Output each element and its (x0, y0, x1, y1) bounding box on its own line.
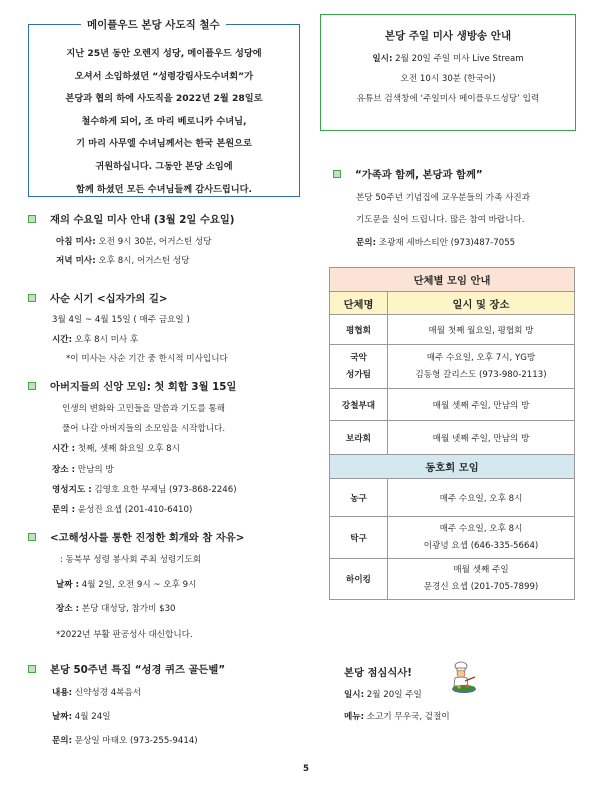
notice-body (37, 43, 291, 201)
notice-line: 귀원하십니다. 그동안 본당 소임에 (95, 160, 233, 172)
ash-wednesday-heading: 재의 수요일 미사 안내 (3월 2일 수요일) (28, 211, 235, 226)
club-info: 매주 수요일, 오후 8시 이광녕 요셉 (646-335-5664) (388, 517, 575, 559)
square-bullet-icon (28, 665, 36, 673)
livestream-title: 본당 주일 미사 생방송 안내 (384, 30, 512, 42)
notice-line: 함께 하셨던 모든 수녀님들께 감사드립니다. (75, 183, 253, 195)
confession-heading: <고해성사를 통한 진정한 회개와 참 자유> (28, 529, 244, 544)
club-name: 농구 (330, 479, 388, 517)
family-desc: 기도문을 실어 드립니다. 많은 참여 바랍니다. (356, 215, 525, 225)
group-info: 매주 수요일, 오후 7시, YG방 김동형 갈리스도 (973-980-2113) (388, 345, 575, 389)
confession-place: 장소 : 본당 대성당, 참가비 $30 (56, 604, 176, 614)
family-contact: 문의: 조광재 세바스티안 (973)487-7055 (356, 238, 516, 248)
quiz-contact: 문의: 문상일 마태오 (973-255-9414) (52, 736, 198, 746)
table-row (330, 559, 575, 600)
group-info: 매월 셋째 주일, 만남의 방 (388, 389, 575, 421)
square-bullet-icon (28, 533, 36, 541)
notice-line: 오셔서 소임하셨던 “성령강림사도수녀회”가 (74, 70, 254, 82)
lunch-title: 본당 점심식사! (344, 667, 412, 679)
club-name: 하이킹 (330, 559, 388, 600)
table-row (330, 479, 575, 517)
ash-morning-mass: 아침 미사: 오전 9시 30분, 어거스틴 성당 (56, 237, 212, 247)
chef-cooking-icon (448, 661, 480, 695)
ash-evening-mass: 저녁 미사: 오후 8시, 어거스틴 성당 (56, 256, 190, 266)
stations-period: 3월 4일 ~ 4월 15일 ( 매주 금요일 ) (52, 315, 190, 325)
group-info: 매월 첫째 월요일, 평협회 방 (388, 315, 575, 345)
notice-box (28, 19, 300, 197)
stations-time: 시간: 오후 8시 미사 후 (52, 335, 139, 345)
fathers-place: 장소 : 만남의 방 (52, 465, 114, 475)
quiz-content: 내용: 신약성경 4복음서 (52, 688, 142, 698)
table-row (330, 517, 575, 559)
table-row (330, 421, 575, 455)
square-bullet-icon (28, 215, 36, 223)
notice-line: 철수하게 되어, 조 마리 베로니카 수녀님, (81, 115, 247, 127)
square-bullet-icon (28, 382, 36, 390)
lunch-date: 일시: 2월 20일 주일 (344, 690, 422, 700)
confession-host: : 동북부 성령 봉사회 주최 성령기도회 (60, 555, 202, 565)
confession-note: *2022년 부활 판공성사 대신합니다. (56, 630, 193, 640)
groups-col-time: 일시 및 장소 (388, 292, 575, 315)
stations-heading: 사순 시기 <십자가의 길> (28, 290, 168, 305)
group-name: 평협회 (330, 315, 388, 345)
groups-col-name: 단체명 (330, 292, 388, 315)
groups-table (329, 267, 575, 600)
livestream-date: 일시: 2월 20일 주일 미사 Live Stream (372, 54, 524, 64)
group-name: 국악 성가팀 (330, 345, 388, 389)
notice-title: 메이플우드 본당 사도직 철수 (81, 17, 226, 32)
clubs-title: 동호회 모임 (330, 455, 575, 479)
quiz-date: 날짜: 4월 24일 (52, 712, 111, 722)
table-row (330, 345, 575, 389)
page-number: 5 (303, 764, 309, 774)
fathers-contact: 문의 : 윤성진 요셉 (201-410-6410) (52, 505, 193, 515)
square-bullet-icon (333, 170, 341, 178)
club-name: 탁구 (330, 517, 388, 559)
fathers-time: 시간 : 첫째, 셋째 화요일 오후 8시 (52, 444, 180, 454)
livestream-youtube: 유튜브 검색창에 ‘주일미사 메이플우드성당’ 입력 (356, 94, 540, 104)
club-info: 매월 셋째 주일 문경신 요셉 (201-705-7899) (388, 559, 575, 600)
notice-line: 기 마리 사무엘 수녀님께서는 한국 본원으로 (76, 138, 252, 150)
family-heading: “가족과 함께, 본당과 함께” (333, 166, 483, 181)
fathers-desc: 풀어 나갈 아버지들의 소모임을 시작합니다. (62, 424, 226, 434)
fathers-heading: 아버지들의 신앙 모임: 첫 회합 3월 15일 (28, 378, 236, 393)
table-row (330, 315, 575, 345)
square-bullet-icon (28, 294, 36, 302)
family-desc: 본당 50주년 기념집에 교우분들의 가족 사진과 (356, 193, 531, 203)
confession-date: 날짜 : 4월 2일, 오전 9시 ~ 오후 9시 (56, 580, 197, 590)
groups-title: 단체별 모임 안내 (330, 268, 575, 292)
stations-note: *이 미사는 사순 기간 중 한시적 미사입니다 (66, 354, 228, 364)
fathers-desc: 인생의 변화와 고민들을 말씀과 기도를 통해 (62, 404, 226, 414)
notice-line: 지난 25년 동안 오렌지 성당, 메이플우드 성당에 (66, 48, 262, 59)
group-info: 매월 넷째 주일, 만남의 방 (388, 421, 575, 455)
livestream-box (320, 14, 576, 131)
table-row (330, 389, 575, 421)
club-info: 매주 수요일, 오후 8시 (388, 479, 575, 517)
fathers-guide: 영성지도 : 김영호 요한 부제님 (973-868-2246) (52, 485, 237, 495)
notice-line: 본당과 협의 하에 사도직을 2022년 2월 28일로 (65, 93, 263, 105)
livestream-time: 오전 10시 30분 (한국어) (400, 74, 496, 84)
group-name: 강철부대 (330, 389, 388, 421)
group-name: 보라회 (330, 421, 388, 455)
lunch-menu: 메뉴: 소고기 무우국, 겉절이 (344, 712, 450, 722)
quiz-heading: 본당 50주년 특집 “성경 퀴즈 골든벨” (28, 661, 225, 676)
